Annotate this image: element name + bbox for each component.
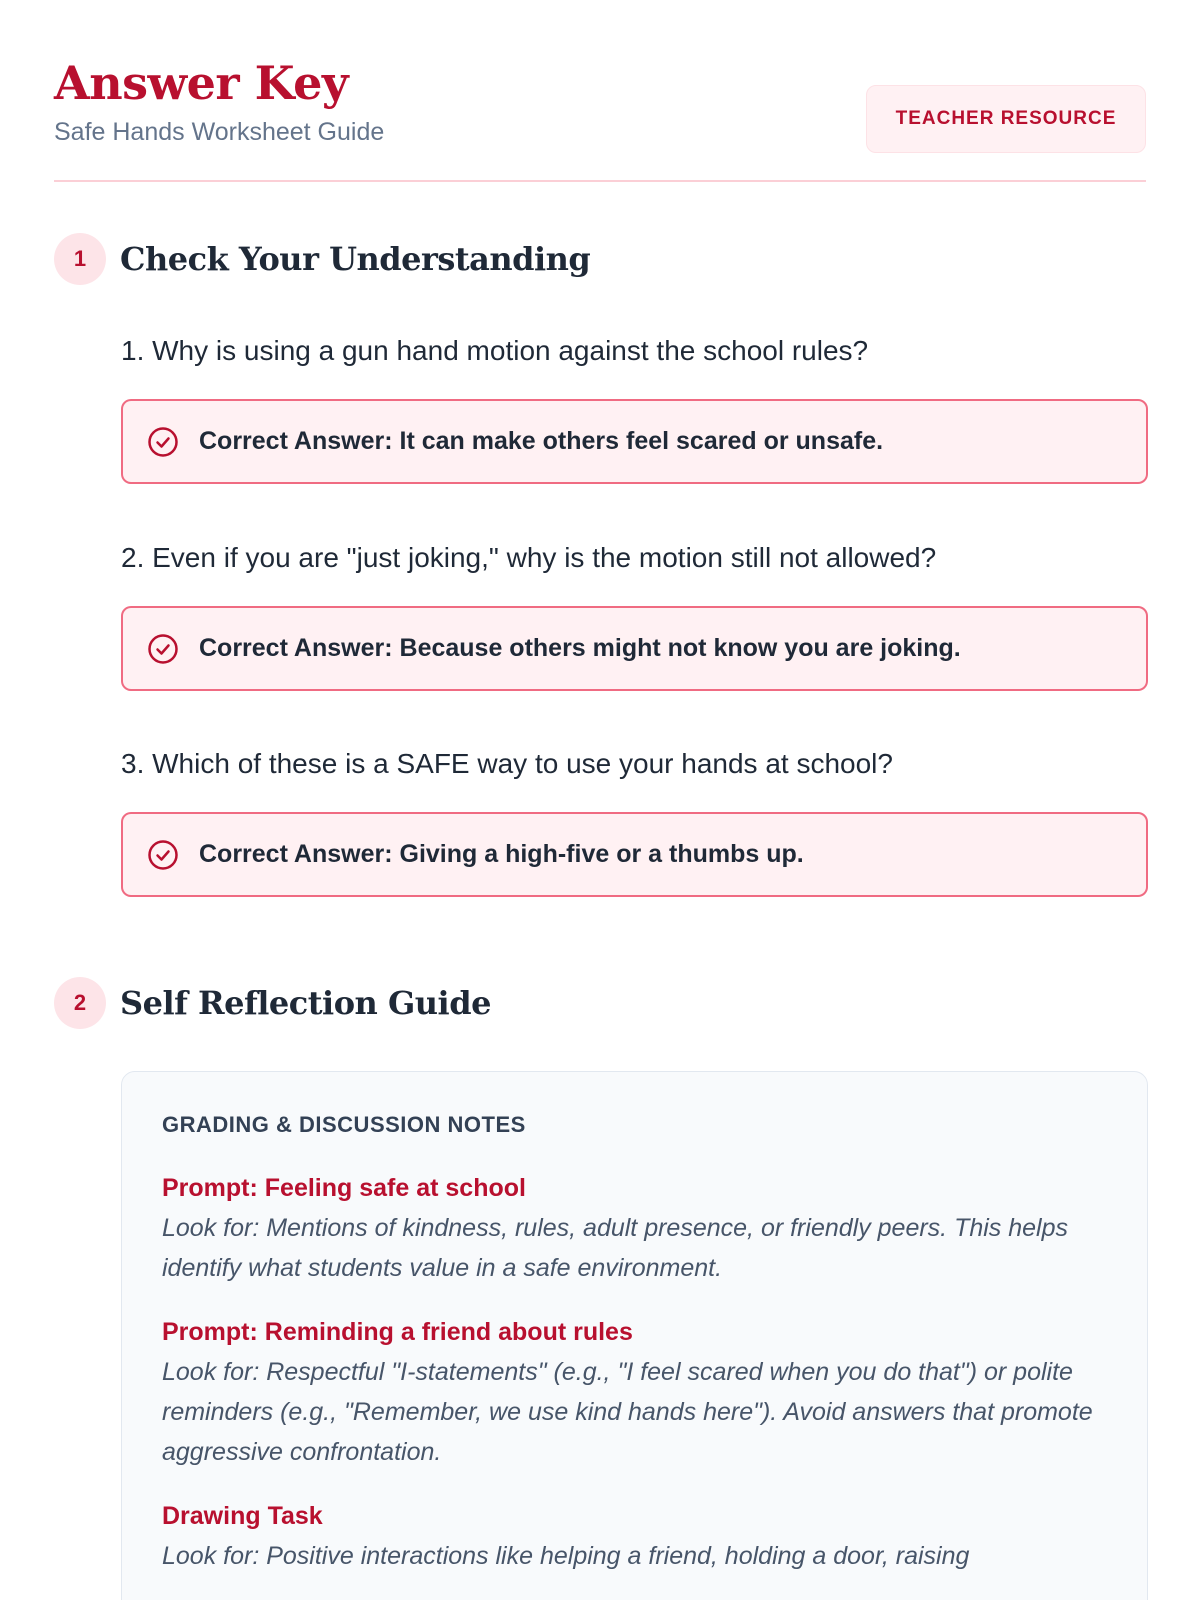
note-item bbox=[162, 1312, 1107, 1472]
page-subtitle: Safe Hands Worksheet Guide bbox=[54, 118, 385, 146]
page-header bbox=[54, 0, 1146, 182]
note-title: Prompt: Reminding a friend about rules bbox=[162, 1318, 633, 1346]
section-title: Check Your Understanding bbox=[120, 240, 591, 278]
answer-1-box bbox=[121, 399, 1148, 484]
note-title: Drawing Task bbox=[162, 1502, 323, 1530]
section-check-understanding bbox=[54, 233, 590, 285]
section-number-badge: 1 bbox=[54, 233, 106, 285]
check-circle-icon bbox=[147, 633, 179, 665]
note-body: Look for: Positive interactions like helping a friend, holding a door, raising bbox=[162, 1542, 970, 1570]
teacher-resource-badge: TEACHER RESOURCE bbox=[866, 85, 1146, 153]
page-title: Answer Key bbox=[54, 56, 349, 110]
note-body: Look for: Mentions of kindness, rules, adult presence, or friendly peers. This helps identify what students value in a safe environment. bbox=[162, 1214, 1069, 1282]
notes-heading: GRADING & DISCUSSION NOTES bbox=[162, 1112, 526, 1137]
grading-notes-panel bbox=[121, 1071, 1148, 1600]
answer-3-text: Correct Answer: Giving a high-five or a thumbs up. bbox=[199, 840, 804, 868]
check-circle-icon bbox=[147, 839, 179, 871]
note-item bbox=[162, 1168, 1107, 1288]
question-2: 2. Even if you are "just joking," why is the motion still not allowed? bbox=[121, 542, 937, 573]
section-number-badge: 2 bbox=[54, 977, 106, 1029]
check-circle-icon bbox=[147, 426, 179, 458]
answer-2-text: Correct Answer: Because others might not know you are joking. bbox=[199, 634, 961, 662]
answer-1-text: Correct Answer: It can make others feel scared or unsafe. bbox=[199, 427, 884, 455]
note-item bbox=[162, 1496, 1107, 1576]
note-body: Look for: Respectful "I-statements" (e.g., "I feel scared when you do that") or polite reminders (e.g., "Remember, we use kind hands here"). Avoid answers that promote aggressive confrontation. bbox=[162, 1358, 1093, 1466]
question-1: 1. Why is using a gun hand motion against the school rules? bbox=[121, 335, 869, 366]
answer-3-box bbox=[121, 812, 1148, 897]
question-3: 3. Which of these is a SAFE way to use your hands at school? bbox=[121, 748, 893, 779]
answer-2-box bbox=[121, 606, 1148, 691]
note-title: Prompt: Feeling safe at school bbox=[162, 1174, 526, 1202]
section-self-reflection bbox=[54, 977, 491, 1029]
section-title: Self Reflection Guide bbox=[120, 984, 491, 1022]
